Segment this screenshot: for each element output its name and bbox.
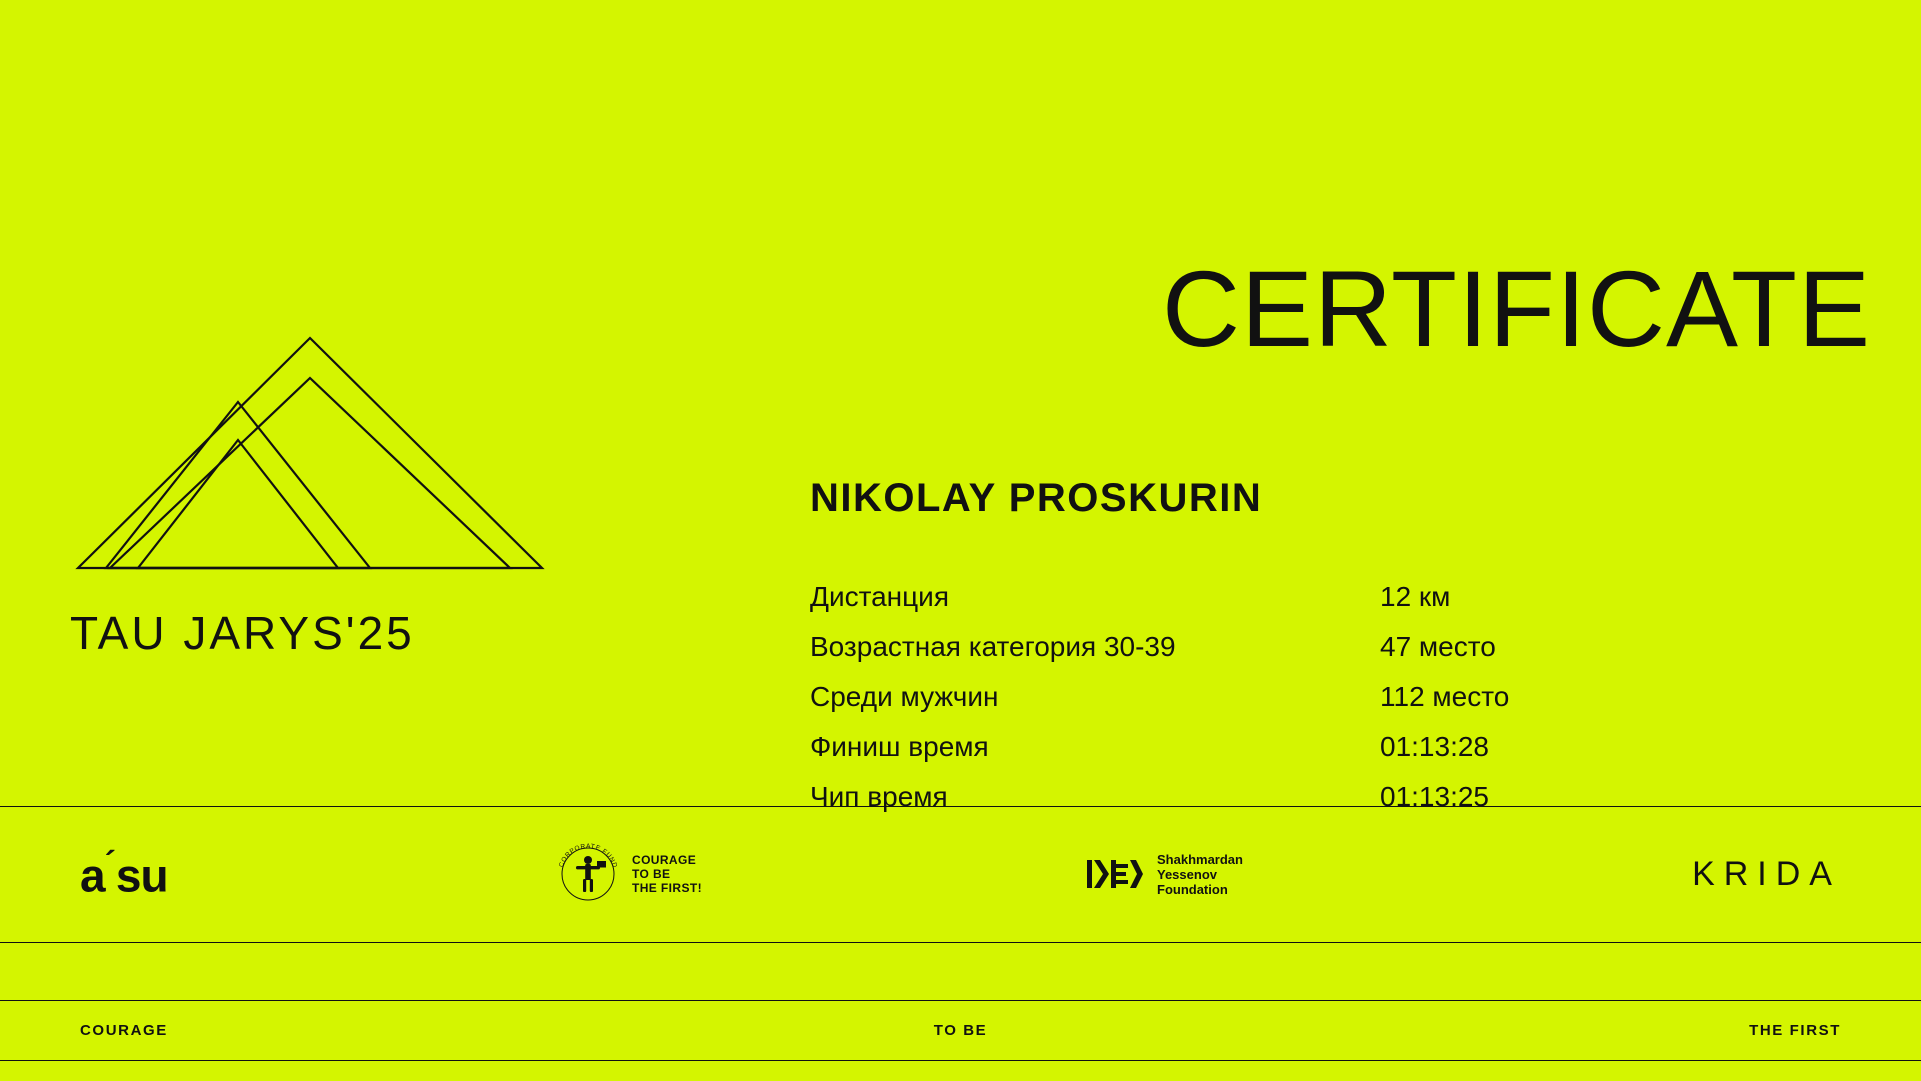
yessenov-foundation-logo [1085,854,1147,894]
yessenov-line-2: Yessenov [1157,866,1217,882]
result-row [810,672,1710,722]
page-title: CERTIFICATE [1161,248,1871,369]
result-label: Дистанция [810,581,949,612]
footer-left-text: COURAGE [80,1021,168,1039]
asu-logo: a´su [80,845,168,902]
result-row [810,572,1710,622]
triangle-mountain-icon [70,330,550,580]
divider [0,1060,1921,1061]
svg-text:CORPORATE FUND: CORPORATE FUND [557,842,619,869]
result-label: Финиш время [810,731,989,762]
yessenov-line-1: Shakhmardan [1157,851,1243,867]
result-value: 47 место [1380,631,1496,662]
courage-fund-logo [552,838,624,910]
result-row [810,722,1710,772]
event-emblem-block [60,330,580,660]
krida-logo: KRIDA [1692,854,1841,893]
event-title: TAU JARYS'25 [70,607,415,659]
result-value: 112 место [1380,681,1510,712]
courage-line-3: THE FIRST! [632,881,702,895]
result-label: Возрастная категория 30-39 [810,631,1176,662]
footer-right-text: THE FIRST [1749,1021,1841,1039]
recipient-name: NIKOLAY PROSKURIN [810,476,1263,520]
courage-line-2: TO BE [632,867,671,881]
result-label: Среди мужчин [810,681,999,712]
result-value: 01:13:25 [1380,781,1489,812]
courage-fund-text [632,853,702,895]
result-label: Чип время [810,781,948,812]
sponsor-yessenov-foundation [1085,852,1243,897]
result-value: 01:13:28 [1380,731,1489,762]
divider [0,942,1921,943]
result-row [810,622,1710,672]
footer-center-text: TO BE [933,1021,988,1039]
result-value: 12 км [1380,581,1451,612]
sponsor-krida [1692,855,1841,894]
footer-slogan [0,1000,1921,1060]
yessenov-line-3: Foundation [1157,881,1228,897]
sponsor-asu [80,845,168,902]
courage-line-1: COURAGE [632,853,697,867]
sponsor-courage-fund [552,838,702,910]
yessenov-text [1157,852,1243,897]
sponsor-strip [0,806,1921,942]
results-list [810,572,1710,822]
